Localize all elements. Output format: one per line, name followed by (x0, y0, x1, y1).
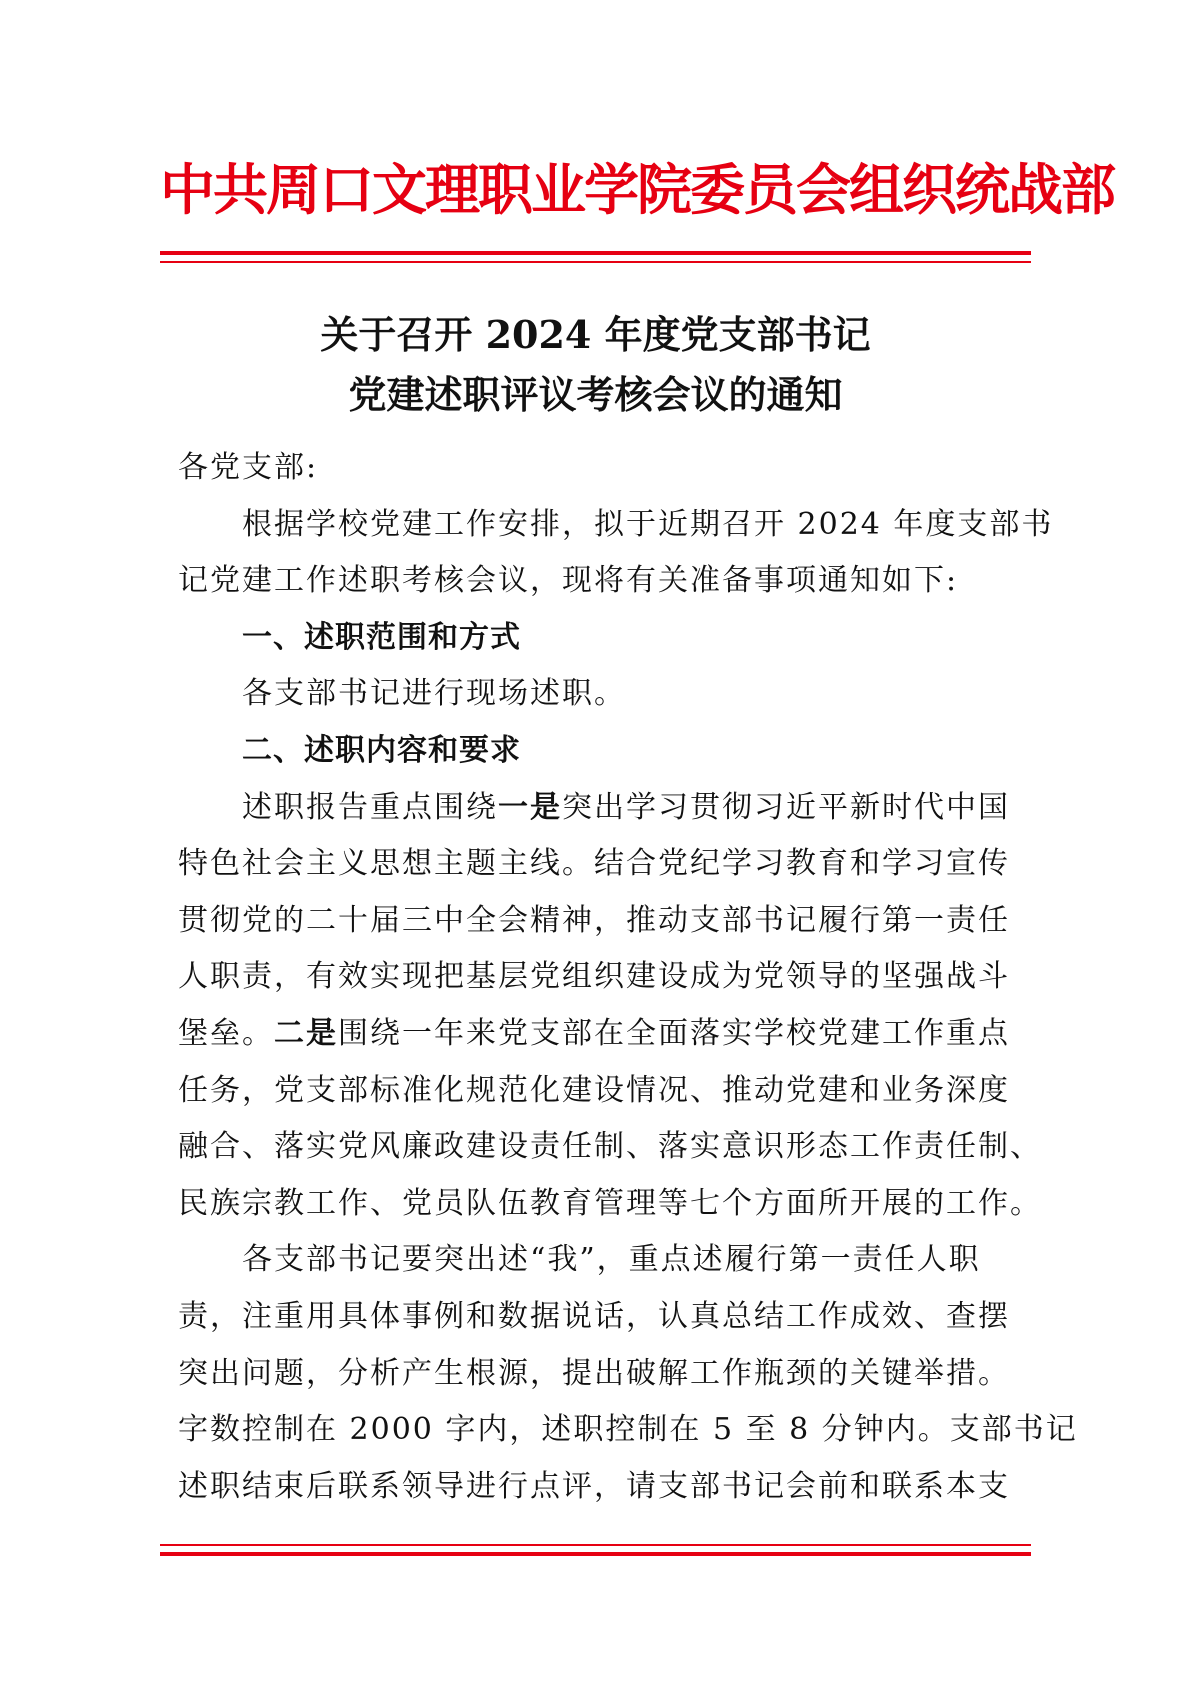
para1-line-2: 特色社会主义思想主题主线。结合党纪学习教育和学习宣传 (178, 846, 1010, 882)
para1-emphasis-2: 二是 (274, 1015, 338, 1051)
salutation: 各党支部: (178, 450, 319, 485)
para2-line-2: 责，注重用具体事例和数据说话，认真总结工作成效、查摆 (178, 1298, 1010, 1334)
footer-divider (160, 1544, 1031, 1556)
notice-title (160, 305, 1031, 425)
para1-line-1 (178, 780, 1030, 837)
footer-thin-line (160, 1544, 1031, 1546)
para1-line-4: 人职责，有效实现把基层党组织建设成为党领导的坚强战斗 (178, 959, 1010, 995)
section-2-heading: 二、述职内容和要求 (242, 732, 521, 768)
intro-line-2: 记党建工作述职考核会议，现将有关准备事项通知如下: (178, 563, 959, 599)
para1-line-6: 任务，党支部标准化规范化建设情况、推动党建和业务深度 (178, 1072, 1010, 1108)
para1-line-1-pre: 述职报告重点围绕 (242, 789, 498, 825)
para1-line-5-pre: 堡垒。 (178, 1015, 274, 1051)
title-line-2: 党建述职评议考核会议的通知 (348, 372, 843, 417)
intro-line-1: 根据学校党建工作安排，拟于近期召开 2024 年度支部书 (242, 506, 1054, 542)
para2-line-1: 各支部书记要突出述“我”，重点述履行第一责任人职 (242, 1242, 981, 1278)
para1-line-5 (178, 1006, 1030, 1063)
para1-emphasis-1: 一是 (498, 789, 562, 825)
footer-thick-line (160, 1552, 1031, 1556)
notice-body (178, 440, 1078, 1515)
para1-line-3: 贯彻党的二十届三中全会精神，推动支部书记履行第一责任 (178, 902, 1010, 938)
org-header: 中共周口文理职业学院委员会组织统战部 (160, 157, 1115, 222)
para1-line-1-post: 突出学习贯彻习近平新时代中国 (562, 789, 1010, 825)
divider-thin-line (160, 261, 1031, 263)
para1-line-7: 融合、落实党风廉政建设责任制、落实意识形态工作责任制、 (178, 1129, 1042, 1165)
section-1-heading: 一、述职范围和方式 (242, 619, 521, 655)
para1-line-5-post: 围绕一年来党支部在全面落实学校党建工作重点 (338, 1015, 1010, 1051)
para1-line-8: 民族宗教工作、党员队伍教育管理等七个方面所开展的工作。 (178, 1185, 1042, 1221)
divider-thick-line (160, 251, 1031, 255)
para2-line-3: 突出问题，分析产生根源，提出破解工作瓶颈的关键举措。 (178, 1355, 1010, 1391)
section-1-text: 各支部书记进行现场述职。 (242, 676, 626, 712)
para2-line-4: 字数控制在 2000 字内，述职控制在 5 至 8 分钟内。支部书记 (178, 1412, 1078, 1448)
para2-line-5: 述职结束后联系领导进行点评，请支部书记会前和联系本支 (178, 1468, 1010, 1504)
header-divider (160, 251, 1031, 263)
title-line-1: 关于召开 2024 年度党支部书记 (320, 312, 871, 357)
